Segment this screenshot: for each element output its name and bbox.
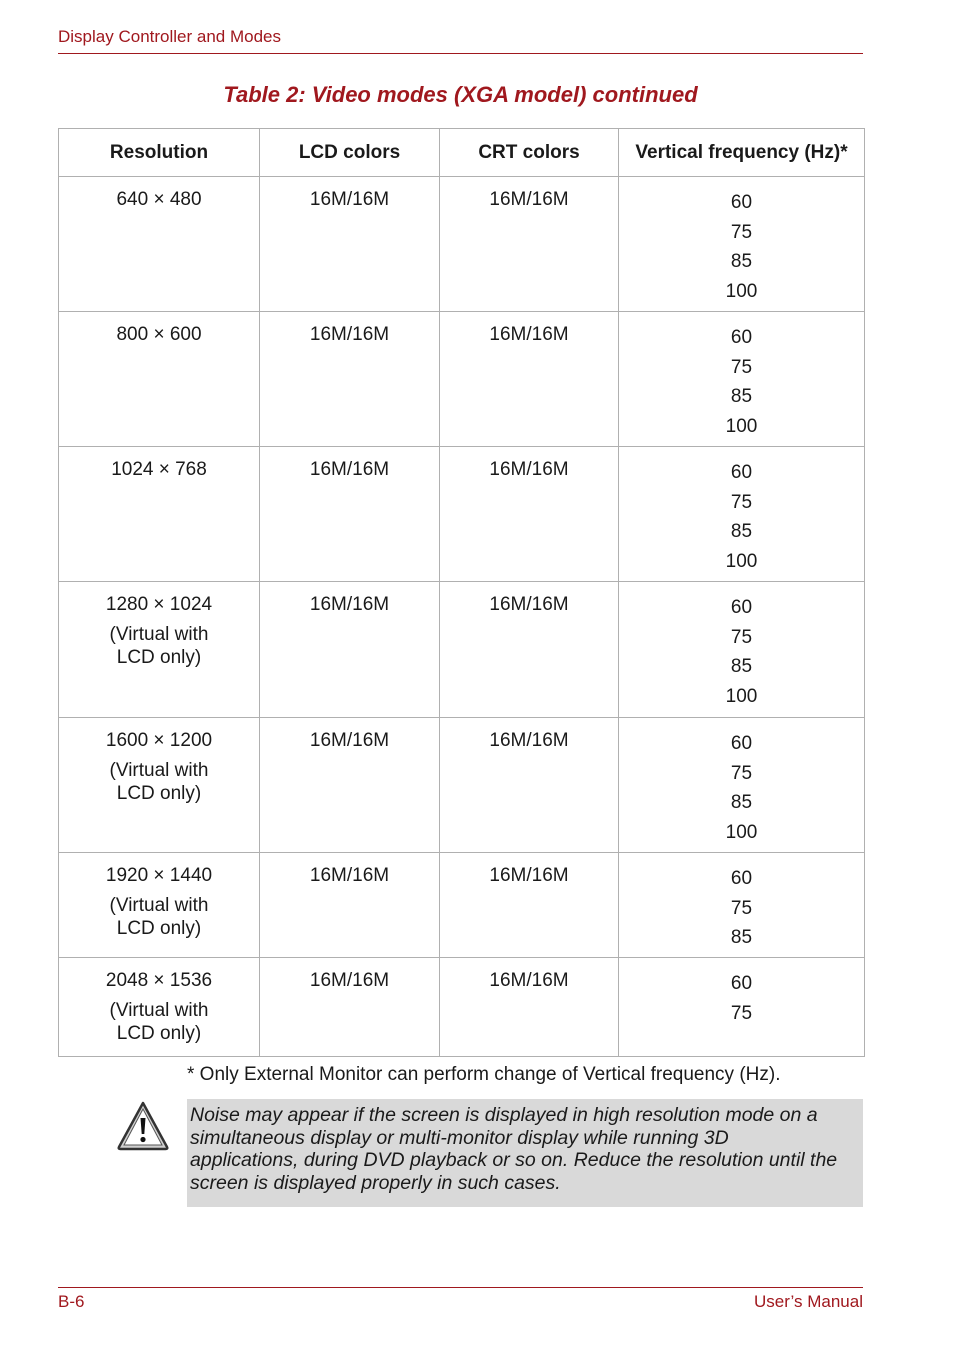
frequency-value: 75 <box>730 762 753 784</box>
resolution-value: 1600 × 1200 <box>105 730 213 751</box>
crt-colors-value: 16M/16M <box>489 970 569 991</box>
frequency-value: 75 <box>730 356 753 378</box>
frequency-value: 60 <box>730 733 753 754</box>
crt-colors-cell <box>440 177 619 312</box>
resolution-note-line: LCD only) <box>116 647 202 668</box>
frequency-value: 60 <box>730 597 753 618</box>
lcd-colors-cell <box>260 447 440 582</box>
table-title: Table 2: Video modes (XGA model) continued <box>223 82 698 107</box>
crt-colors-cell <box>440 447 619 582</box>
frequency-value: 75 <box>730 491 753 513</box>
lcd-colors-value: 16M/16M <box>309 730 390 751</box>
table-row <box>59 447 865 582</box>
resolution-cell <box>59 958 260 1057</box>
frequency-value: 85 <box>730 792 753 814</box>
frequency-value: 75 <box>730 897 753 919</box>
header-divider <box>58 53 863 54</box>
warning-triangle-icon <box>116 1100 170 1152</box>
resolution-cell <box>59 312 260 447</box>
frequency-value: 75 <box>730 221 753 243</box>
frequency-value: 85 <box>730 656 753 678</box>
crt-colors-value: 16M/16M <box>489 189 569 210</box>
frequency-value: 100 <box>725 822 758 844</box>
crt-colors-value: 16M/16M <box>489 324 569 345</box>
resolution-note-line: LCD only) <box>116 783 202 804</box>
table-row <box>59 582 865 718</box>
table-row <box>59 312 865 447</box>
frequency-value: 75 <box>730 1002 753 1024</box>
frequency-value: 100 <box>725 551 758 573</box>
lcd-colors-cell <box>260 853 440 958</box>
resolution-cell <box>59 177 260 312</box>
crt-colors-value: 16M/16M <box>489 865 569 886</box>
frequency-cell <box>619 177 865 312</box>
frequency-cell <box>619 447 865 582</box>
lcd-colors-cell <box>260 958 440 1057</box>
column-header-crt-colors: CRT colors <box>440 129 619 177</box>
frequency-value: 85 <box>730 927 753 949</box>
frequency-cell <box>619 582 865 718</box>
video-modes-table <box>58 128 865 1057</box>
frequency-value: 60 <box>730 462 753 483</box>
caution-note <box>187 1099 863 1207</box>
frequency-value: 60 <box>730 327 753 348</box>
frequency-value: 60 <box>730 973 753 994</box>
resolution-note <box>59 759 259 805</box>
resolution-cell <box>59 447 260 582</box>
caution-note-line: applications, during DVD playback or so on. Reduce the resolution until the <box>190 1149 838 1172</box>
resolution-value: 1920 × 1440 <box>105 865 213 886</box>
resolution-note-line: (Virtual with <box>109 760 209 781</box>
resolution-note <box>59 999 259 1045</box>
frequency-value: 100 <box>725 416 758 438</box>
crt-colors-value: 16M/16M <box>489 459 569 480</box>
table-header-row <box>59 129 865 177</box>
crt-colors-cell <box>440 718 619 853</box>
frequency-value: 75 <box>730 626 753 648</box>
frequency-value: 85 <box>730 386 753 408</box>
frequency-value: 85 <box>730 251 753 273</box>
footer-divider <box>58 1287 863 1288</box>
lcd-colors-value: 16M/16M <box>309 189 390 210</box>
crt-colors-cell <box>440 582 619 718</box>
resolution-value: 1280 × 1024 <box>105 594 213 615</box>
resolution-note-line: (Virtual with <box>109 1000 209 1021</box>
frequency-cell <box>619 718 865 853</box>
column-header-resolution: Resolution <box>59 129 260 177</box>
frequency-value: 100 <box>725 686 758 708</box>
crt-colors-cell <box>440 958 619 1057</box>
column-header-lcd-colors: LCD colors <box>260 129 440 177</box>
resolution-note <box>59 623 259 669</box>
table-row <box>59 718 865 853</box>
table-row <box>59 177 865 312</box>
resolution-note-line: (Virtual with <box>109 895 209 916</box>
caution-note-line: simultaneous display or multi-monitor display while running 3D <box>190 1126 729 1149</box>
resolution-cell <box>59 582 260 718</box>
resolution-cell <box>59 718 260 853</box>
lcd-colors-cell <box>260 177 440 312</box>
column-header-vertical-frequency: Vertical frequency (Hz)* <box>619 129 865 177</box>
crt-colors-value: 16M/16M <box>489 594 569 615</box>
resolution-cell <box>59 853 260 958</box>
table-row <box>59 853 865 958</box>
resolution-note-line: (Virtual with <box>109 624 209 645</box>
page-number: B-6 <box>58 1292 85 1311</box>
lcd-colors-cell <box>260 582 440 718</box>
resolution-note-line: LCD only) <box>116 1023 202 1044</box>
resolution-value: 640 × 480 <box>116 189 202 210</box>
lcd-colors-cell <box>260 312 440 447</box>
resolution-value: 1024 × 768 <box>111 459 207 480</box>
resolution-value: 800 × 600 <box>116 324 202 345</box>
frequency-cell <box>619 312 865 447</box>
caution-note-line: screen is displayed properly in such cases. <box>190 1172 561 1195</box>
resolution-note-line: LCD only) <box>116 918 202 939</box>
frequency-value: 85 <box>730 521 753 543</box>
resolution-note <box>59 894 259 940</box>
frequency-value: 60 <box>730 192 753 213</box>
crt-colors-cell <box>440 312 619 447</box>
crt-colors-value: 16M/16M <box>489 730 569 751</box>
caution-note-line: Noise may appear if the screen is displayed in high resolution mode on a <box>190 1104 818 1126</box>
frequency-cell <box>619 853 865 958</box>
frequency-value: 100 <box>725 281 758 303</box>
lcd-colors-value: 16M/16M <box>309 970 390 991</box>
lcd-colors-value: 16M/16M <box>309 865 390 886</box>
frequency-cell <box>619 958 865 1057</box>
table-row <box>59 958 865 1057</box>
table-footnote: * Only External Monitor can perform change of Vertical frequency (Hz). <box>187 1064 781 1085</box>
lcd-colors-cell <box>260 718 440 853</box>
lcd-colors-value: 16M/16M <box>309 594 390 615</box>
lcd-colors-value: 16M/16M <box>309 459 390 480</box>
running-header: Display Controller and Modes <box>58 27 281 46</box>
manual-title: User’s Manual <box>754 1292 863 1311</box>
crt-colors-cell <box>440 853 619 958</box>
resolution-value: 2048 × 1536 <box>105 970 213 991</box>
frequency-value: 60 <box>730 868 753 889</box>
lcd-colors-value: 16M/16M <box>309 324 390 345</box>
